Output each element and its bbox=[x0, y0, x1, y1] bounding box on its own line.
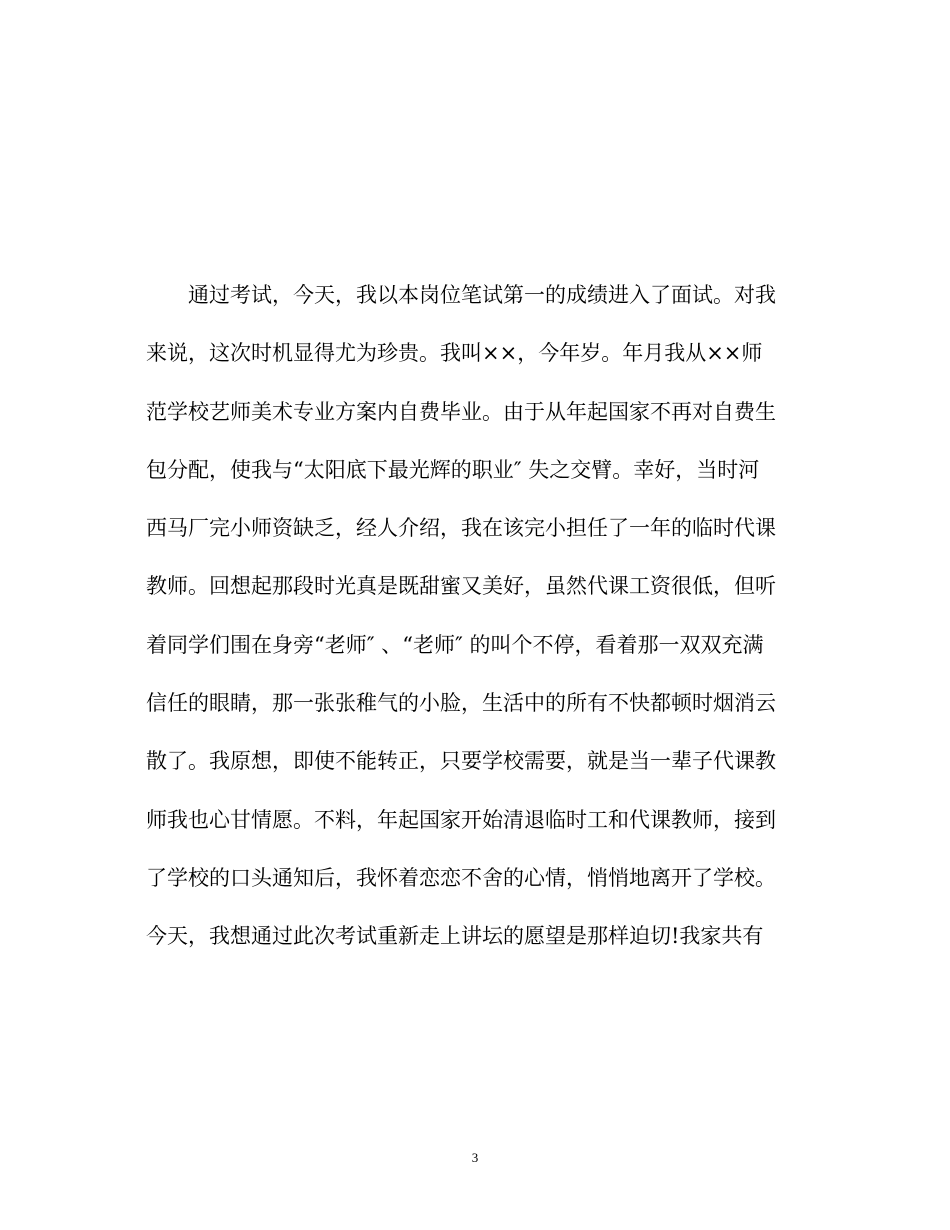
text-line: 师我也心甘情愿。不料，年起国家开始清退临时工和代课教师，接到 bbox=[146, 807, 776, 832]
text-line: 散了。我原想，即使不能转正，只要学校需要，就是当一辈子代课教 bbox=[146, 749, 776, 774]
text-line: 范学校艺师美术专业方案内自费毕业。由于从年起国家不再对自费生 bbox=[146, 399, 776, 424]
text-line: 着同学们围在身旁“老师″ 、“老师″ 的叫个不停，看着那一双双充满 bbox=[146, 632, 764, 657]
text-line: 信任的眼睛，那一张张稚气的小脸，生活中的所有不快都顿时烟消云 bbox=[146, 691, 776, 716]
text-line: 了学校的口头通知后，我怀着恋恋不舍的心情，悄悄地离开了学校。 bbox=[146, 865, 776, 890]
text-line: 包分配，使我与“太阳底下最光辉的职业″ 失之交臂。幸好，当时河 bbox=[146, 457, 760, 482]
text-line: 通过考试，今天，我以本岗位笔试第一的成绩进入了面试。对我 bbox=[188, 283, 776, 307]
text-line: 教师。回想起那段时光真是既甜蜜又美好，虽然代课工资很低，但听 bbox=[146, 574, 776, 599]
page-number: 3 bbox=[471, 1150, 479, 1165]
text-line: 今天，我想通过此次考试重新走上讲坛的愿望是那样迫切!我家共有 bbox=[146, 924, 764, 949]
text-line: 来说，这次时机显得尤为珍贵。我叫××，今年岁。年月我从××师 bbox=[146, 341, 763, 366]
body-paragraph bbox=[146, 266, 806, 966]
text-line: 西马厂完小师资缺乏，经人介绍，我在该完小担任了一年的临时代课 bbox=[146, 516, 776, 541]
